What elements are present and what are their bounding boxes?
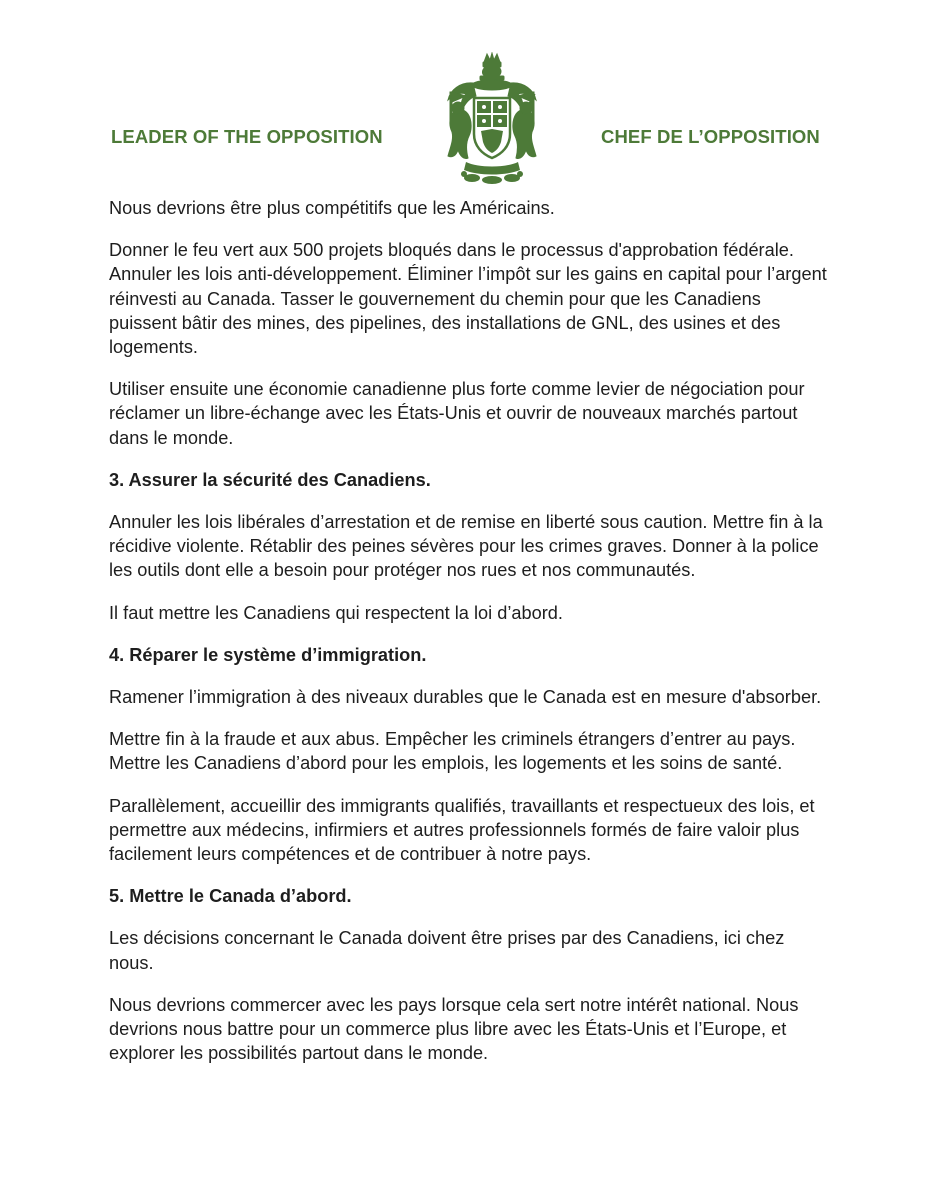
letterhead-title-french: CHEF DE L’OPPOSITION <box>601 126 820 147</box>
document-body <box>109 196 829 1083</box>
paragraph-qualified-immigrants: Parallèlement, accueillir des immigrants qualifiés, travaillants et respectueux des lois, et permettre aux médecins, infirmiers et autres professionnels formés de faire valoir plus facilement leurs compétences et de contribuer à notre pays. <box>109 795 815 865</box>
paragraph-fraud: Mettre fin à la fraude et aux abus. Empêcher les criminels étrangers d’entrer au pays. Mettre les Canadiens d’abord pour les emplois, les logements et les soins de santé. <box>109 729 796 774</box>
paragraph-decisions: Les décisions concernant le Canada doivent être prises par des Canadiens, ici chez nous. <box>109 928 785 973</box>
paragraph-projects: Donner le feu vert aux 500 projets bloqués dans le processus d'approbation fédérale. Annuler les lois anti-développement. Éliminer l’impôt sur les gains en capital pour l’argent réinvesti au Canada. Tasser le gouvernement du chemin pour que les Canadiens puissent bâtir des mines, des pipelines, des installations de GNL, des usines et des logements. <box>109 240 827 358</box>
paragraph-immigration-levels: Ramener l’immigration à des niveaux durables que le Canada est en mesure d'absorber. <box>109 687 822 708</box>
paragraph-bail-laws: Annuler les lois libérales d’arrestation et de remise en liberté sous caution. Mettre fin à la récidive violente. Rétablir des peines sévères pour les crimes graves. Donner à la police les outils dont elle a besoin pour protéger nos rues et nos communautés. <box>109 512 823 581</box>
section-heading-canada-first: 5. Mettre le Canada d’abord. <box>109 886 352 907</box>
paragraph-intro: Nous devrions être plus compétitifs que les Américains. <box>109 198 555 218</box>
letterhead-title-english: LEADER OF THE OPPOSITION <box>111 126 383 147</box>
canadian-coat-of-arms-icon <box>436 52 548 186</box>
section-heading-immigration: 4. Réparer le système d’immigration. <box>109 644 427 665</box>
paragraph-trade: Nous devrions commercer avec les pays lorsque cela sert notre intérêt national. Nous devrions nous battre pour un commerce plus libre avec les États-Unis et l’Europe, et explorer les possibilités partout dans le monde. <box>109 994 799 1064</box>
letterhead <box>0 0 928 190</box>
paragraph-law-abiding: Il faut mettre les Canadiens qui respectent la loi d’abord. <box>109 602 563 623</box>
section-heading-safety: 3. Assurer la sécurité des Canadiens. <box>109 469 431 490</box>
paragraph-free-trade: Utiliser ensuite une économie canadienne plus forte comme levier de négociation pour réclamer un libre-échange avec les États-Unis et ouvrir de nouveaux marchés partout dans le monde. <box>109 379 805 448</box>
